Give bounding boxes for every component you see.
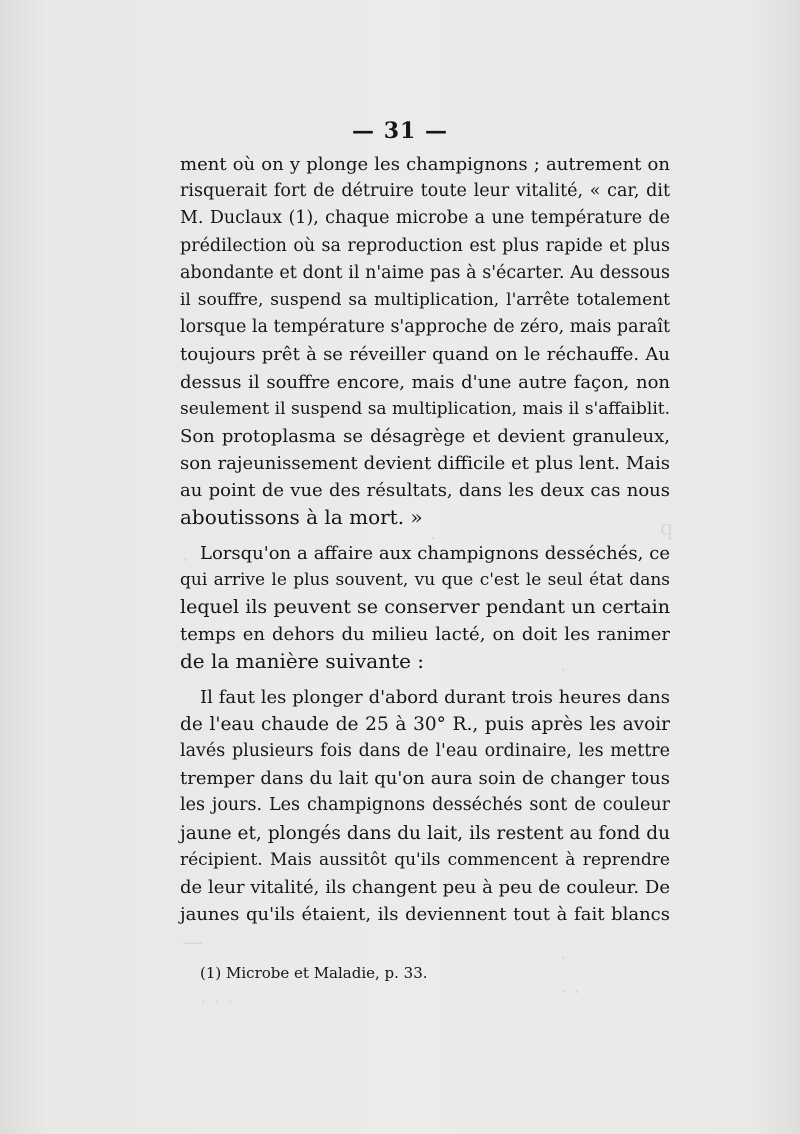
- text-line: les jours. Les champignons desséchés sont de couleur: [180, 795, 670, 816]
- text-line: tremper dans du lait qu'on aura soin de changer tous: [180, 768, 670, 790]
- show-through-texture: q . · . — . · · · · ·: [182, 516, 674, 1014]
- text-line: lavés plusieurs fois dans de l'eau ordinaire, les mettre: [180, 740, 670, 761]
- text-line: aboutissons à la mort. »: [180, 505, 423, 530]
- text-line: lequel ils peuvent se conserver pendant un certain: [180, 596, 670, 618]
- text-line: qui arrive le plus souvent, vu que c'est le seul état dans: [180, 569, 670, 590]
- text-line: toujours prêt à se réveiller quand on le réchauffe. Au: [180, 344, 670, 366]
- text-line: temps en dehors du milieu lacté, on doit les ranimer: [180, 624, 670, 646]
- paragraph-1: [180, 151, 670, 532]
- text-line: lorsque la température s'approche de zéro, mais paraît: [180, 317, 670, 338]
- text-line: seulement il suspend sa multiplication, mais il s'affaiblit.: [180, 398, 670, 419]
- text-line: dessus il souffre encore, mais d'une autre façon, non: [180, 371, 670, 393]
- text-line: Il faut les plonger d'abord durant trois heures dans: [200, 686, 670, 708]
- paragraph-3: [180, 684, 670, 929]
- text-line: risquerait fort de détruire toute leur vitalité, « car, dit: [180, 181, 670, 202]
- text-line: de l'eau chaude de 25 à 30° R., puis après les avoir: [180, 713, 670, 735]
- footnote: (1) Microbe et Maladie, p. 33.: [200, 964, 428, 982]
- text-line: Lorsqu'on a affaire aux champignons desséchés, ce: [200, 542, 670, 564]
- paragraph-2: [180, 540, 670, 676]
- page-number: — 31 —: [352, 118, 448, 144]
- text-line: récipient. Mais aussitôt qu'ils commencent à reprendre: [180, 849, 670, 870]
- body-text: [180, 151, 670, 928]
- text-line: jaunes qu'ils étaient, ils deviennent tout à fait blancs: [180, 904, 670, 926]
- text-line: M. Duclaux (1), chaque microbe a une température de: [180, 208, 670, 229]
- text-line: au point de vue des résultats, dans les deux cas nous: [180, 480, 670, 502]
- text-line: de leur vitalité, ils changent peu à peu de couleur. De: [180, 876, 670, 898]
- text-line: de la manière suivante :: [180, 649, 425, 674]
- text-line: il souffre, suspend sa multiplication, l'arrête totalement: [180, 289, 670, 310]
- text-line: jaune et, plongés dans du lait, ils restent au fond du: [180, 822, 670, 844]
- text-line: ment où on y plonge les champignons ; autrement on: [180, 154, 670, 175]
- text-line: son rajeunissement devient difficile et plus lent. Mais: [180, 453, 670, 475]
- text-line: Son protoplasma se désagrège et devient granuleux,: [180, 425, 670, 447]
- text-line: prédilection où sa reproduction est plus rapide et plus: [180, 235, 670, 256]
- text-line: abondante et dont il n'aime pas à s'écarter. Au dessous: [180, 262, 670, 283]
